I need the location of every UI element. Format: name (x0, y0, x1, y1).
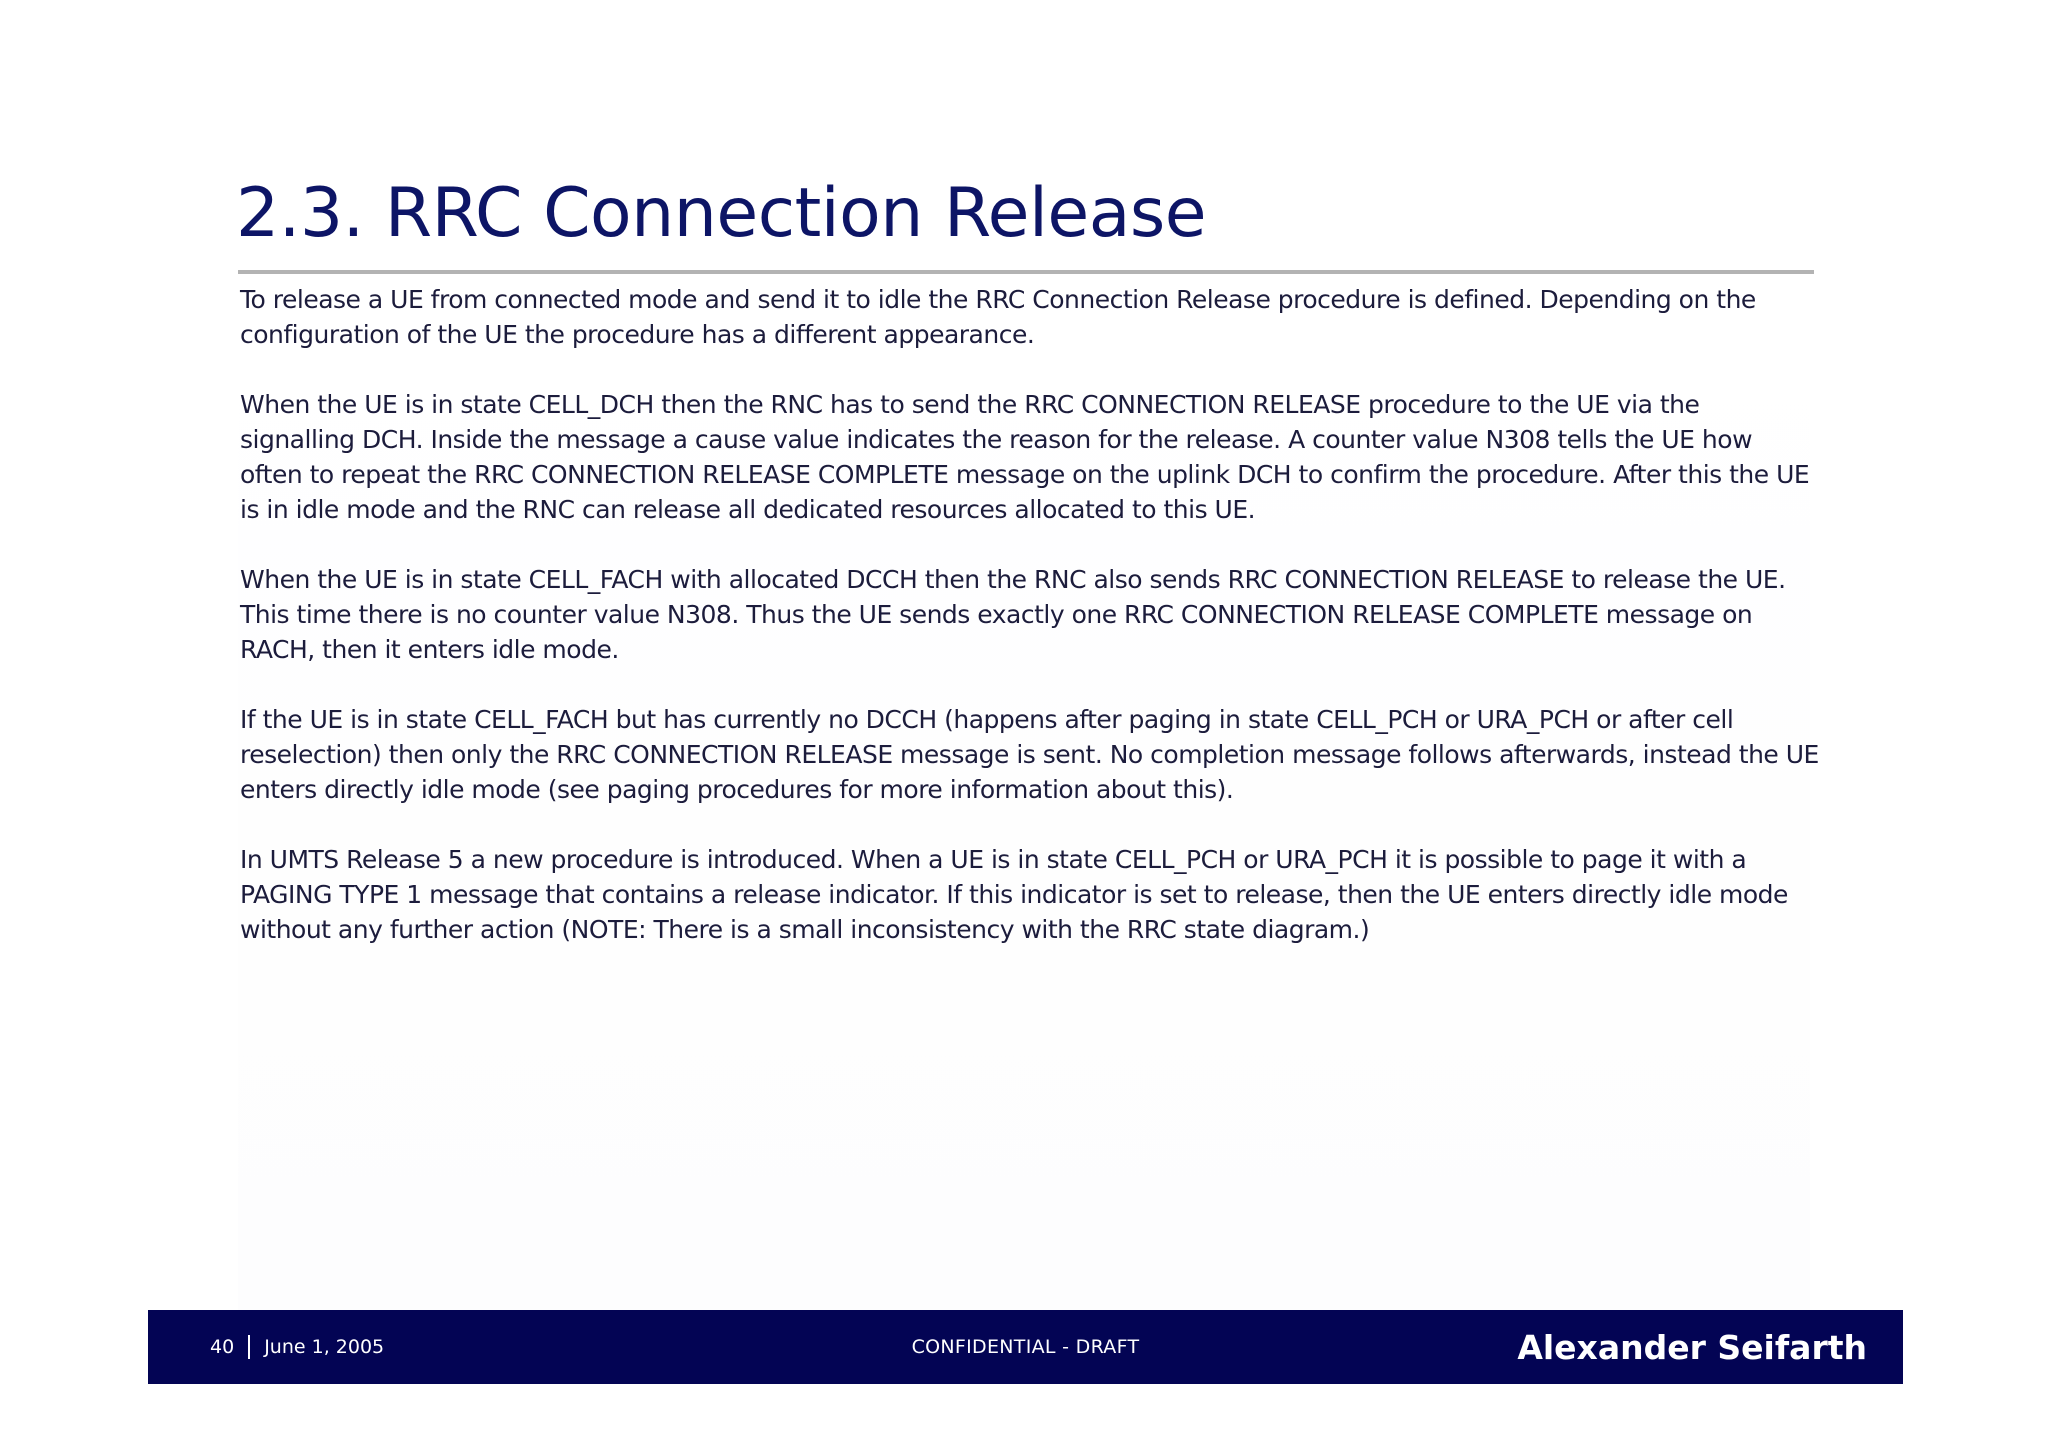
footer-classification: CONFIDENTIAL - DRAFT (911, 1336, 1140, 1358)
paragraph-intro: To release a UE from connected mode and send it to idle the RRC Connection Release procedure is defined. Depending on the configuration of the UE the procedure has a different appearance. (240, 285, 1756, 349)
slide-body (240, 282, 1820, 982)
footer-date: June 1, 2005 (264, 1336, 385, 1358)
paragraph-cell-fach-no-dcch: If the UE is in state CELL_FACH but has currently no DCCH (happens after paging in state CELL_PCH or URA_PCH or after cell reselection) then only the RRC CONNECTION RELEASE message is sent. No completion message follows afterwards, instead the UE enters directly idle mode (see paging procedures for more information about this). (240, 705, 1819, 804)
footer-author: Alexander Seifarth (1517, 1327, 1867, 1367)
footer-bar (148, 1310, 1903, 1384)
paragraph-release-5: In UMTS Release 5 a new procedure is introduced. When a UE is in state CELL_PCH or URA_PCH it is possible to page it with a PAGING TYPE 1 message that contains a release indicator. If this indicator is set to release, then the UE enters directly idle mode without any further action (NOTE: There is a small inconsistency with the RRC state diagram.) (240, 845, 1788, 944)
slide-title: 2.3. RRC Connection Release (236, 174, 1207, 253)
paragraph-cell-fach-dcch: When the UE is in state CELL_FACH with allocated DCCH then the RNC also sends RRC CONNECTION RELEASE to release the UE. This time there is no counter value N308. Thus the UE sends exactly one RRC CONNECTION RELEASE COMPLETE message on RACH, then it enters idle mode. (240, 565, 1786, 664)
paragraph-cell-dch: When the UE is in state CELL_DCH then the RNC has to send the RRC CONNECTION RELEASE procedure to the UE via the signalling DCH. Inside the message a cause value indicates the reason for the release. A counter value N308 tells the UE how often to repeat the RRC CONNECTION RELEASE COMPLETE message on the uplink DCH to confirm the procedure. After this the UE is in idle mode and the RNC can release all dedicated resources allocated to this UE. (240, 390, 1810, 524)
page-number: 40 (210, 1336, 235, 1358)
title-divider (238, 270, 1814, 274)
